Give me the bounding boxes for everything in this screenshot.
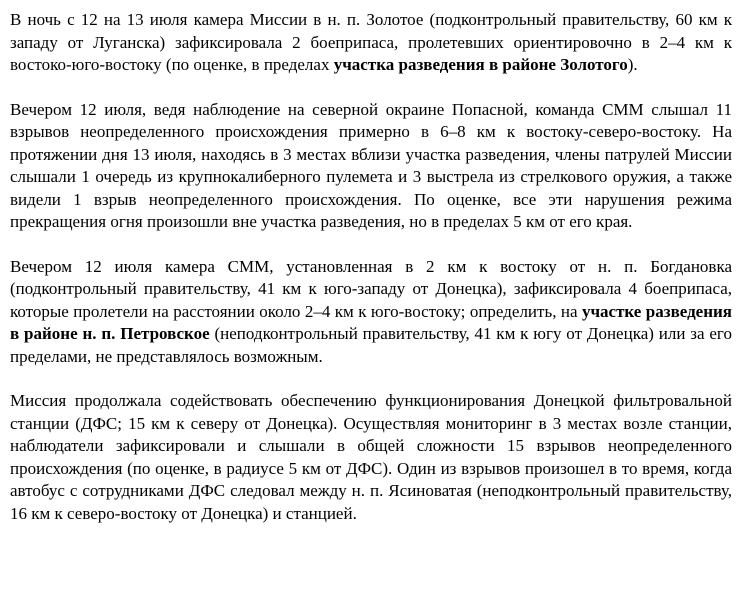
text-run: (неподконтрольный правительству, 41 км к югу от Донецка) или за его пределами, не представлялось возможным. (10, 324, 732, 366)
text-run: Вечером 12 июля, ведя наблюдение на северной окраине Попасной, команда СММ слышал 11 взрывов неопределенного происхождения примерно в 6–8 км к востоку-северо-востоку. На протяжении дня 13 июля, находясь в 3 местах вблизи участка разведения, члены патрулей Миссии слышали 1 очередь из крупнокалиберного пулемета и 3 выстрела из стрелкового оружия, а также видели 1 взрыв неопределенного происхождения. По оценке, все эти нарушения режима прекращения огня произошли вне участка разведения, но в пределах 5 км от его края. (10, 99, 732, 231)
paragraph-donetsk-filtration-station (10, 390, 732, 525)
paragraph-zolotoye-camera (10, 9, 732, 77)
text-run: Вечером 12 июля камера СММ, установленная в 2 км к востоку от н. п. Богдановка (подконтрольный правительству, 41 км к юго-западу от Донецка), зафиксировала 4 боеприпаса, которые пролетели на расстоянии около 2–4 км к юго-востоку; определить, на (10, 256, 732, 321)
paragraph-popasna-ceasefire-violations (10, 99, 732, 234)
text-run: В ночь с 12 на 13 июля камера Миссии в н. п. Золотое (подконтрольный правительству, 60 км к западу от Луганска) зафиксировала 2 боеприпаса, пролетевших ориентировочно в 2–4 км к востоко-юго-востоку (по оценке, в пределах (10, 10, 732, 74)
bold-text-run: участке разведения в районе н. п. Петровское (10, 301, 732, 343)
bold-text-run: участка разведения в районе Золотого (333, 55, 628, 74)
text-run: ). (627, 55, 638, 74)
text-run: Миссия продолжала содействовать обеспечению функционирования Донецкой фильтровальной станции (ДФС; 15 км к северу от Донецка). Осуществляя мониторинг в 3 местах возле станции, наблюдатели зафиксировали и слышали в общей сложности 15 взрывов неопределенного происхождения (по оценке, в радиусе 5 км от ДФС). Один из взрывов произошел в то время, когда автобус с сотрудниками ДФС следовал между н. п. Ясиноватая (неподконтрольный правительству, 16 км к северо-востоку от Донецка) и станцией. (10, 391, 732, 523)
paragraph-bohdanivka-camera (10, 256, 732, 369)
